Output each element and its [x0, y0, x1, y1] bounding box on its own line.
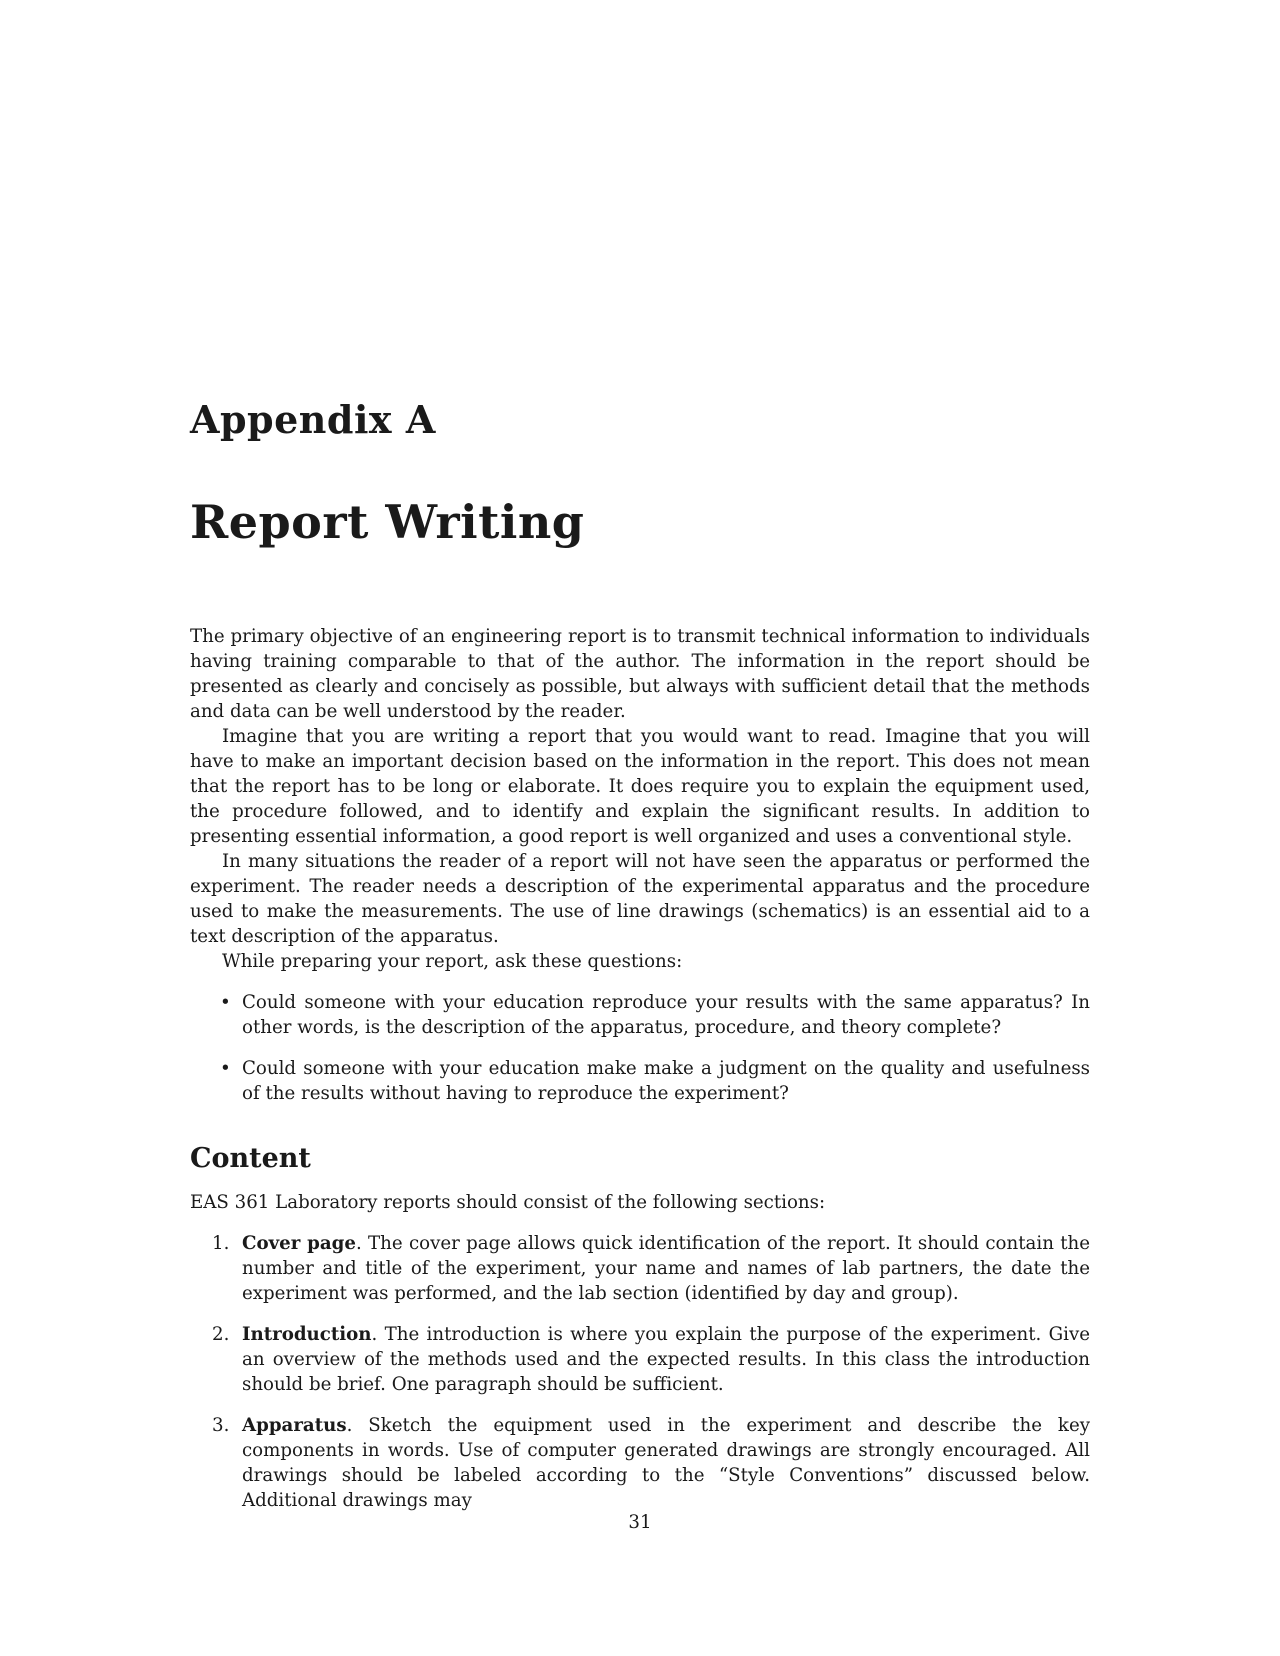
section-number: 3. — [212, 1415, 230, 1436]
bullet-icon: • — [220, 1058, 231, 1079]
question-item — [190, 990, 1090, 1040]
intro-paragraph-4: While preparing your report, ask these questions: — [222, 951, 683, 972]
intro-paragraph-2: Imagine that you are writing a report that you would want to read. Imagine that you will have to make an important decision based on the information in the report. This does not mean that the report has to be long or elaborate. It does require you to explain the equipment used, the procedure followed, and to identify and explain the significant results. In addition to presenting essential information, a good report is well organized and uses a conventional style. — [190, 726, 1090, 847]
section-title: Apparatus — [242, 1415, 347, 1436]
intro-paragraph-1: The primary objective of an engineering report is to transmit technical information to individuals having training comparable to that of the author. The information in the report should be presented as clearly and concisely as possible, but always with sufficient detail that the methods and data can be well understood by the reader. — [190, 626, 1090, 722]
bullet-icon: • — [220, 992, 231, 1013]
question-text: Could someone with your education make make a judgment on the quality and usefulness of the results without having to reproduce the experiment? — [242, 1058, 1090, 1104]
section-number: 2. — [212, 1324, 230, 1345]
question-text: Could someone with your education reproduce your results with the same apparatus? In other words, is the description of the apparatus, procedure, and theory complete? — [242, 992, 1090, 1038]
section-item — [190, 1231, 1090, 1306]
intro-paragraph-3: In many situations the reader of a report will not have seen the apparatus or performed the experiment. The reader needs a description of the experimental apparatus and the procedure used to make the measurements. The use of line drawings (schematics) is an essential aid to a text description of the apparatus. — [190, 851, 1090, 947]
section-text: . Sketch the equipment used in the experiment and describe the key components in words. Use of computer generated drawings are strongly encouraged. All drawings should be labeled according to the “Style Conventions” discussed below. Additional drawings may — [242, 1415, 1090, 1511]
section-list — [190, 1231, 1090, 1513]
section-title: Cover page — [242, 1233, 356, 1254]
chapter-title: Report Writing — [190, 495, 585, 549]
section-title: Introduction — [242, 1324, 372, 1345]
question-item — [190, 1056, 1090, 1106]
section-text: . The introduction is where you explain the purpose of the experiment. Give an overview of the methods used and the expected results. In this class the introduction should be brief. One paragraph should be sufficient. — [242, 1324, 1090, 1395]
section-number: 1. — [212, 1233, 230, 1254]
section-text: . The cover page allows quick identification of the report. It should contain the number and title of the experiment, your name and names of lab partners, the date the experiment was performed, and the lab section (identified by day and group). — [242, 1233, 1090, 1304]
section-item — [190, 1413, 1090, 1513]
section-item — [190, 1322, 1090, 1397]
question-list — [190, 990, 1090, 1106]
page-number: 31 — [628, 1512, 652, 1533]
content-lead: EAS 361 Laboratory reports should consist of the following sections: — [190, 1192, 826, 1213]
appendix-label: Appendix A — [190, 397, 436, 442]
body-text — [190, 624, 1090, 1529]
content-heading: Content — [190, 1143, 311, 1174]
